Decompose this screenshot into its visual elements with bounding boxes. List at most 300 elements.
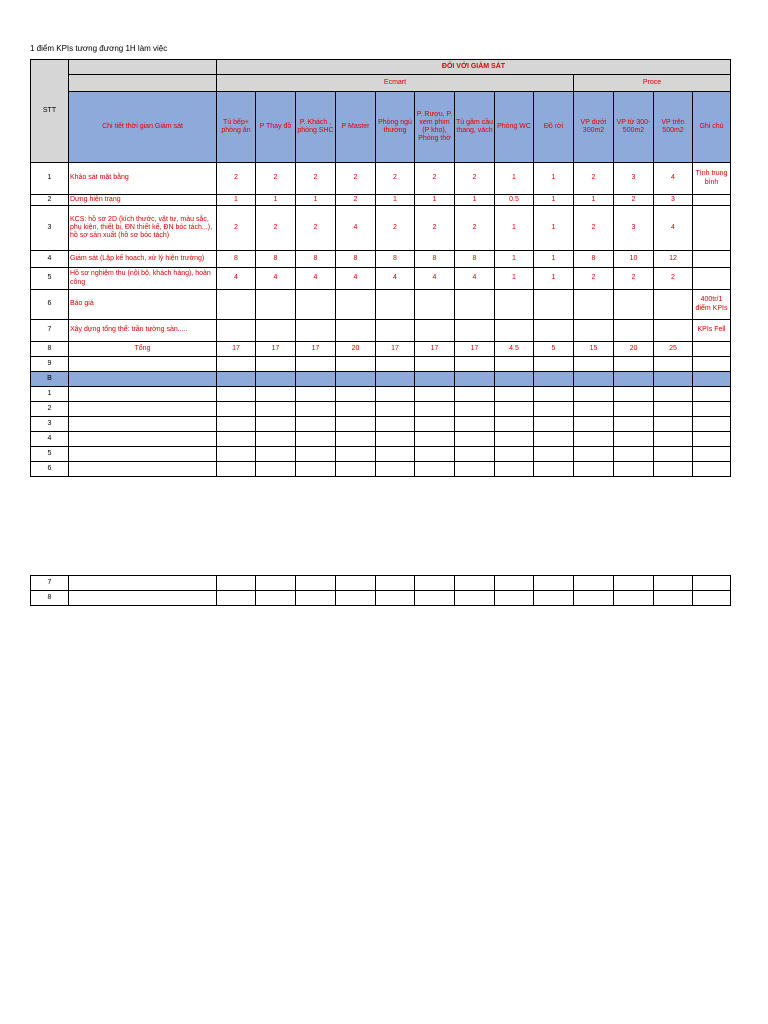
empty-cell <box>654 372 693 387</box>
empty-cell <box>336 591 376 606</box>
empty-cell <box>415 432 455 447</box>
table-row <box>31 591 731 606</box>
empty-cell <box>376 402 415 417</box>
table-row <box>31 402 731 417</box>
empty-cell <box>415 576 455 591</box>
empty-cell <box>693 576 731 591</box>
empty-cell <box>455 402 495 417</box>
empty-cell <box>415 447 455 462</box>
row-stt: 7 <box>31 320 69 342</box>
empty-cell <box>574 432 614 447</box>
empty-cell <box>256 432 296 447</box>
empty-cell <box>376 447 415 462</box>
empty-cell <box>69 462 217 477</box>
empty-cell <box>534 387 574 402</box>
col-header: P Thay đồ <box>256 92 296 163</box>
col-header: VP dưới 300m2 <box>574 92 614 163</box>
row-value <box>376 320 415 342</box>
row-value <box>217 320 256 342</box>
empty-cell <box>693 372 731 387</box>
empty-cell <box>296 387 336 402</box>
empty-cell <box>415 357 455 372</box>
row-value: KPIs Fell <box>693 320 731 342</box>
total-value: 17 <box>296 342 336 357</box>
row-value: 1 <box>495 268 534 290</box>
row-value: 4 <box>296 268 336 290</box>
empty-cell <box>574 447 614 462</box>
empty-cell <box>69 357 217 372</box>
row-value: 3 <box>654 195 693 206</box>
row-value <box>376 290 415 320</box>
empty-cell <box>455 387 495 402</box>
empty-cell <box>574 462 614 477</box>
empty-cell <box>296 591 336 606</box>
row-value: 2 <box>217 206 256 251</box>
stt-header: STT <box>31 60 69 163</box>
empty-cell <box>693 462 731 477</box>
row-value <box>217 290 256 320</box>
row-value: 1 <box>534 206 574 251</box>
empty-cell <box>217 591 256 606</box>
total-value: 17 <box>376 342 415 357</box>
row-value <box>455 320 495 342</box>
col-header: Đồ rời <box>534 92 574 163</box>
empty-cell <box>534 591 574 606</box>
row-value: 4 <box>336 206 376 251</box>
empty-cell <box>574 357 614 372</box>
row-value: 1 <box>455 195 495 206</box>
empty-cell <box>296 447 336 462</box>
row-value: 1 <box>534 251 574 268</box>
table-row <box>31 462 731 477</box>
row-value: 3 <box>614 163 654 195</box>
table-row <box>31 576 731 591</box>
empty-cell <box>296 402 336 417</box>
empty-cell <box>69 372 217 387</box>
total-value: 17 <box>455 342 495 357</box>
table-row <box>31 417 731 432</box>
empty-cell <box>574 591 614 606</box>
row-value: 10 <box>614 251 654 268</box>
empty-cell <box>69 591 217 606</box>
row-value: 4 <box>376 268 415 290</box>
empty-cell <box>534 357 574 372</box>
empty-cell <box>614 402 654 417</box>
empty-cell <box>693 417 731 432</box>
empty-cell <box>614 462 654 477</box>
empty-cell <box>614 387 654 402</box>
total-value: 25 <box>654 342 693 357</box>
row-value: 2 <box>574 163 614 195</box>
row-stt: 5 <box>31 268 69 290</box>
empty-cell <box>217 432 256 447</box>
row-value: 4 <box>415 268 455 290</box>
row-value: 2 <box>415 206 455 251</box>
empty-cell <box>376 372 415 387</box>
row-value: 1 <box>415 195 455 206</box>
empty-cell <box>654 402 693 417</box>
col-header: P Master <box>336 92 376 163</box>
empty-cell <box>455 462 495 477</box>
empty-cell <box>455 447 495 462</box>
empty-cell <box>336 372 376 387</box>
row-value: 2 <box>256 206 296 251</box>
empty-cell <box>217 447 256 462</box>
empty-cell <box>336 432 376 447</box>
row-description: Giám sát (Lập kế hoạch, xử lý hiện trường) <box>69 251 217 268</box>
row-value <box>415 290 455 320</box>
empty-cell <box>534 402 574 417</box>
empty-cell <box>415 372 455 387</box>
row-value <box>336 320 376 342</box>
empty-cell <box>256 417 296 432</box>
empty-cell <box>415 591 455 606</box>
empty-cell <box>69 576 217 591</box>
empty-cell <box>336 357 376 372</box>
empty-cell <box>693 447 731 462</box>
empty-cell <box>455 417 495 432</box>
row-value: 2 <box>296 163 336 195</box>
empty-cell <box>654 417 693 432</box>
empty-cell <box>256 462 296 477</box>
total-value: 17 <box>256 342 296 357</box>
empty-cell <box>336 402 376 417</box>
empty-cell <box>336 462 376 477</box>
col-header: P. Rượu, P. xem phim (P kho), Phòng thờ <box>415 92 455 163</box>
row-value: 2 <box>614 195 654 206</box>
extra-table <box>30 575 731 606</box>
row-value: 1 <box>534 268 574 290</box>
row-value: 4 <box>654 163 693 195</box>
row-value: 4 <box>217 268 256 290</box>
col-header: Tủ bếp+ phòng ăn <box>217 92 256 163</box>
row-value <box>614 320 654 342</box>
table-row <box>31 432 731 447</box>
row-value: 2 <box>376 206 415 251</box>
row-value <box>693 206 731 251</box>
row-value: 1 <box>534 163 574 195</box>
row-value: 1 <box>574 195 614 206</box>
empty-cell <box>693 387 731 402</box>
section-b-row <box>31 372 731 387</box>
empty-cell <box>654 576 693 591</box>
empty-cell <box>376 432 415 447</box>
row-value: 1 <box>296 195 336 206</box>
row-value <box>654 320 693 342</box>
row-value: 1 <box>217 195 256 206</box>
row-value: 2 <box>336 195 376 206</box>
empty-cell <box>217 372 256 387</box>
row-value: Tình trung bình <box>693 163 731 195</box>
row-stt: 6 <box>31 462 69 477</box>
total-value: 17 <box>415 342 455 357</box>
empty-cell <box>693 402 731 417</box>
row-value <box>256 320 296 342</box>
empty-cell <box>217 402 256 417</box>
row-stt: 2 <box>31 195 69 206</box>
empty-cell <box>217 387 256 402</box>
row-stt: 3 <box>31 206 69 251</box>
row-stt: 2 <box>31 402 69 417</box>
empty-cell <box>256 357 296 372</box>
empty-cell <box>495 402 534 417</box>
empty-cell <box>654 357 693 372</box>
empty-cell <box>376 576 415 591</box>
empty-cell <box>534 576 574 591</box>
table-row <box>31 251 731 268</box>
table-row <box>31 357 731 372</box>
empty-cell <box>415 417 455 432</box>
empty-cell <box>574 372 614 387</box>
empty-cell <box>336 576 376 591</box>
empty-cell <box>654 432 693 447</box>
empty-cell <box>256 372 296 387</box>
row-value: 4 <box>336 268 376 290</box>
row-value: 2 <box>336 163 376 195</box>
row-value: 8 <box>296 251 336 268</box>
empty-cell <box>256 402 296 417</box>
row-description: Khảo sát mặt bằng <box>69 163 217 195</box>
empty-cell <box>495 417 534 432</box>
total-row <box>31 342 731 357</box>
row-value: 2 <box>256 163 296 195</box>
col-header: P. Khách , phòng SHC <box>296 92 336 163</box>
empty-cell <box>654 387 693 402</box>
empty-cell <box>296 462 336 477</box>
row-value <box>693 195 731 206</box>
proce-header: Proce <box>574 75 731 92</box>
col-header: Phòng WC <box>495 92 534 163</box>
row-description: KCS: hồ sơ 2D (kích thước, vật tư, màu sắc, phụ kiện, thiết bị, ĐN thiết kế, ĐN bóc tách...), hồ sơ sản xuất (hồ sơ bóc tách) <box>69 206 217 251</box>
total-value: 5 <box>534 342 574 357</box>
empty-cell <box>415 387 455 402</box>
row-value: 2 <box>376 163 415 195</box>
table-row <box>31 447 731 462</box>
group-header: ĐỐI VỚI GIÁM SÁT <box>217 60 731 75</box>
empty-cell <box>217 357 256 372</box>
row-stt: 4 <box>31 432 69 447</box>
empty-cell <box>693 357 731 372</box>
empty-cell <box>296 357 336 372</box>
empty-cell <box>534 447 574 462</box>
empty-cell <box>415 462 455 477</box>
kpi-note: 1 điểm KPIs tương đương 1H làm việc <box>30 44 168 53</box>
row-value: 3 <box>614 206 654 251</box>
empty-cell <box>336 447 376 462</box>
empty-cell <box>574 417 614 432</box>
table-row <box>31 268 731 290</box>
empty-cell <box>336 387 376 402</box>
total-label: Tổng <box>69 342 217 357</box>
row-value: 8 <box>217 251 256 268</box>
row-value <box>455 290 495 320</box>
row-value: 8 <box>376 251 415 268</box>
table-row <box>31 290 731 320</box>
row-description: Xây dựng tổng thể: trần tường sàn..... <box>69 320 217 342</box>
empty-cell <box>455 357 495 372</box>
empty-cell <box>495 591 534 606</box>
row-value <box>534 290 574 320</box>
total-value: 20 <box>336 342 376 357</box>
row-value <box>495 290 534 320</box>
row-stt: 5 <box>31 447 69 462</box>
table-row <box>31 195 731 206</box>
row-value <box>296 320 336 342</box>
empty-cell <box>455 591 495 606</box>
empty-cell <box>69 432 217 447</box>
ecmart-header: Ecmart <box>217 75 574 92</box>
empty-cell <box>376 357 415 372</box>
row-value: 8 <box>336 251 376 268</box>
total-value <box>693 342 731 357</box>
col-header: Tủ gầm cầu thang, vách <box>455 92 495 163</box>
empty-cell <box>574 402 614 417</box>
row-stt: 3 <box>31 417 69 432</box>
empty-cell <box>693 432 731 447</box>
empty-cell <box>376 462 415 477</box>
row-stt: 1 <box>31 163 69 195</box>
empty-cell <box>574 387 614 402</box>
empty-cell <box>654 591 693 606</box>
row-value: 2 <box>614 268 654 290</box>
row-value <box>495 320 534 342</box>
empty-cell <box>534 432 574 447</box>
row-value: 2 <box>574 268 614 290</box>
row-stt: 8 <box>31 591 69 606</box>
empty-cell <box>495 447 534 462</box>
empty-cell <box>495 387 534 402</box>
table-row <box>31 206 731 251</box>
table-row <box>31 387 731 402</box>
row-value <box>693 268 731 290</box>
empty-cell <box>376 591 415 606</box>
empty-cell <box>336 417 376 432</box>
empty-cell <box>69 447 217 462</box>
row-value: 1 <box>495 206 534 251</box>
row-value: 2 <box>654 268 693 290</box>
row-value: 8 <box>415 251 455 268</box>
col-header: Phòng ngủ thường <box>376 92 415 163</box>
empty-cell <box>534 417 574 432</box>
empty-cell <box>217 576 256 591</box>
empty-cell <box>495 357 534 372</box>
column-header-row <box>31 92 731 163</box>
empty-cell <box>256 387 296 402</box>
table-row <box>31 320 731 342</box>
row-value: 2 <box>415 163 455 195</box>
empty-cell <box>614 417 654 432</box>
empty-cell <box>495 432 534 447</box>
section-b-label: B <box>31 372 69 387</box>
empty-cell <box>217 417 256 432</box>
empty-cell <box>296 576 336 591</box>
row-value: 4 <box>256 268 296 290</box>
row-description: Hồ sơ nghiệm thu (nội bộ, khách hàng), hoàn công <box>69 268 217 290</box>
empty-cell <box>455 372 495 387</box>
row-stt: 9 <box>31 357 69 372</box>
empty-cell <box>495 462 534 477</box>
row-value <box>614 290 654 320</box>
empty-cell <box>654 462 693 477</box>
row-value: 2 <box>455 206 495 251</box>
row-value: 1 <box>495 163 534 195</box>
row-value <box>415 320 455 342</box>
row-value: 8 <box>574 251 614 268</box>
row-value: 1 <box>256 195 296 206</box>
empty-cell <box>693 591 731 606</box>
row-value <box>654 290 693 320</box>
row-stt: 4 <box>31 251 69 268</box>
empty-cell <box>534 462 574 477</box>
total-value: 4.5 <box>495 342 534 357</box>
row-value: 4 <box>455 268 495 290</box>
empty-cell <box>614 357 654 372</box>
empty-cell <box>574 576 614 591</box>
row-value <box>574 320 614 342</box>
row-value: 2 <box>574 206 614 251</box>
empty-cell <box>614 576 654 591</box>
col-header: Ghi chú <box>693 92 731 163</box>
row-value <box>256 290 296 320</box>
total-stt: 8 <box>31 342 69 357</box>
row-value: 0.5 <box>495 195 534 206</box>
empty-cell <box>415 402 455 417</box>
empty-cell <box>614 432 654 447</box>
empty-cell <box>495 576 534 591</box>
row-value <box>336 290 376 320</box>
total-value: 17 <box>217 342 256 357</box>
empty-cell <box>69 402 217 417</box>
row-value: 1 <box>534 195 574 206</box>
row-stt: 7 <box>31 576 69 591</box>
row-value: 8 <box>455 251 495 268</box>
kpi-table <box>30 59 731 477</box>
empty-cell <box>654 447 693 462</box>
empty-cell <box>217 462 256 477</box>
row-value: 1 <box>495 251 534 268</box>
empty-cell <box>256 591 296 606</box>
row-value: 400tr/1 điểm KPIs <box>693 290 731 320</box>
empty-cell <box>455 576 495 591</box>
detail-header: Chi tiết thời gian Giám sát <box>69 92 217 163</box>
row-description: Báo giá <box>69 290 217 320</box>
empty-cell <box>69 387 217 402</box>
row-value <box>296 290 336 320</box>
table-row <box>31 163 731 195</box>
empty-cell <box>495 372 534 387</box>
row-value: 8 <box>256 251 296 268</box>
row-value <box>534 320 574 342</box>
empty-cell <box>534 372 574 387</box>
empty-cell <box>69 417 217 432</box>
row-value: 2 <box>217 163 256 195</box>
empty-cell <box>296 432 336 447</box>
row-value <box>693 251 731 268</box>
empty-cell <box>296 417 336 432</box>
row-value: 1 <box>376 195 415 206</box>
row-value: 12 <box>654 251 693 268</box>
empty-cell <box>614 447 654 462</box>
col-header: VP từ 300-500m2 <box>614 92 654 163</box>
row-description: Dựng hiện trạng <box>69 195 217 206</box>
row-value: 4 <box>654 206 693 251</box>
empty-cell <box>455 432 495 447</box>
empty-cell <box>376 417 415 432</box>
total-value: 15 <box>574 342 614 357</box>
empty-cell <box>376 387 415 402</box>
empty-cell <box>256 576 296 591</box>
total-value: 20 <box>614 342 654 357</box>
